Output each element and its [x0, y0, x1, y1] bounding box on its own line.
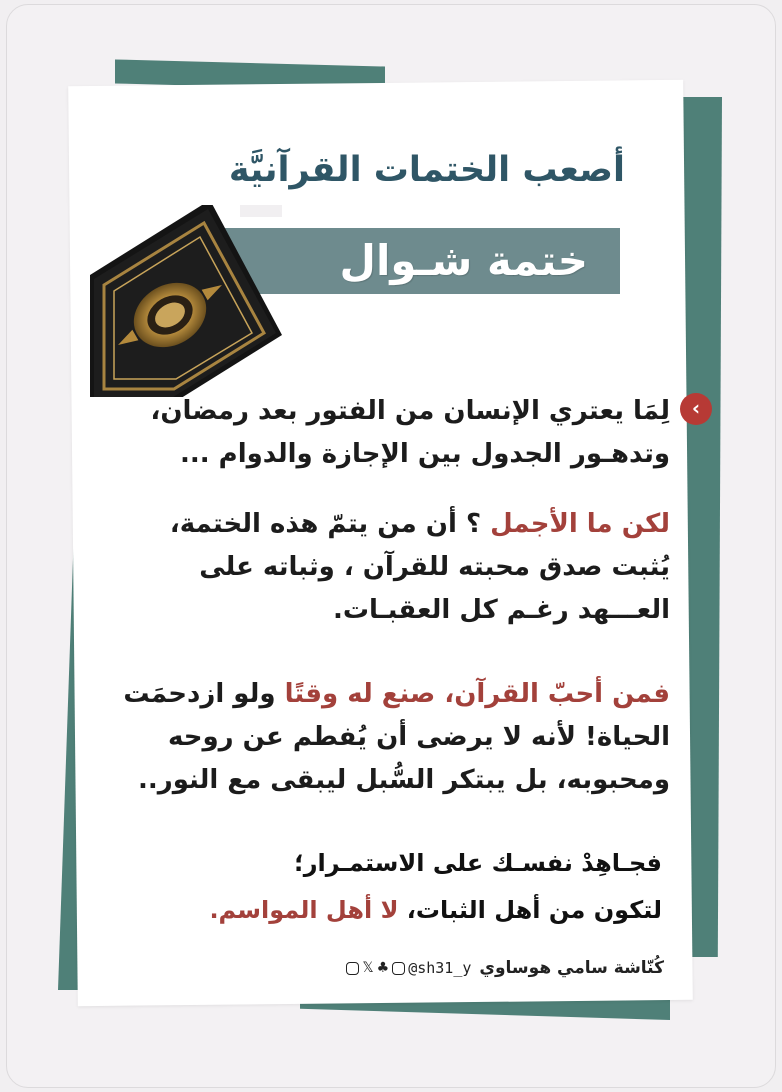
- instagram-icon[interactable]: [392, 962, 405, 975]
- closing-line-2-plain: لتكون من أهل الثبات،: [398, 896, 662, 924]
- chevron-left-icon: ‹: [680, 393, 712, 425]
- paragraph-3-line-1: [123, 673, 670, 716]
- paragraph-2-line-1: [170, 503, 670, 546]
- youtube-icon[interactable]: [346, 962, 359, 975]
- paragraph-2: [170, 503, 670, 632]
- paragraph-2-line-1-rest: ؟ أن من يتمّ هذه الختمة،: [169, 509, 491, 539]
- paragraph-3-line-1-rest: ولو ازدحمَت: [123, 679, 285, 709]
- x-icon[interactable]: 𝕏: [362, 960, 374, 976]
- paragraph-3-line-3: ومحبوبه، بل يبتكر السُّبل ليبقى مع النور..: [137, 765, 670, 795]
- paragraph-3-accent: فمن أحبّ القرآن، صنع له وقتًا: [284, 679, 670, 709]
- paragraph-3-line-2: الحياة! لأنه لا يرضى أن يُفطم عن روحه: [167, 722, 670, 752]
- subtitle-text: ختمة شـوال: [339, 236, 588, 285]
- paragraph-1: [150, 390, 670, 476]
- author-name: كُنّاشة سامي هوساوي: [479, 958, 664, 978]
- closing-statement: [209, 840, 662, 934]
- paragraph-1-line-2: وتدهـور الجدول بين الإجازة والدوام ...: [179, 439, 670, 469]
- social-handle[interactable]: @sh31_y: [408, 959, 472, 977]
- page-title: أصعب الختمات القرآنيَّة: [228, 150, 625, 190]
- quran-book-image: [90, 205, 282, 397]
- closing-line-2-accent: لا أهل المواسم.: [209, 896, 399, 924]
- paragraph-2-line-3: العـــهد رغـم كل العقبـات.: [332, 595, 670, 625]
- snapchat-icon[interactable]: ♣: [376, 960, 390, 976]
- closing-line-1: فجـاهِدْ نفسـك على الاستمـرار؛: [294, 849, 662, 877]
- paragraph-2-line-2: يُثبت صدق محبته للقرآن ، وثباته على: [199, 552, 670, 582]
- paragraph-2-accent: لكن ما الأجمل: [490, 509, 670, 539]
- footer: [346, 958, 664, 978]
- social-links: [346, 959, 471, 977]
- paragraph-3: [123, 673, 670, 802]
- closing-line-2: [209, 887, 662, 934]
- paragraph-1-line-1: لِمَا يعتري الإنسان من الفتور بعد رمضان،: [150, 396, 670, 426]
